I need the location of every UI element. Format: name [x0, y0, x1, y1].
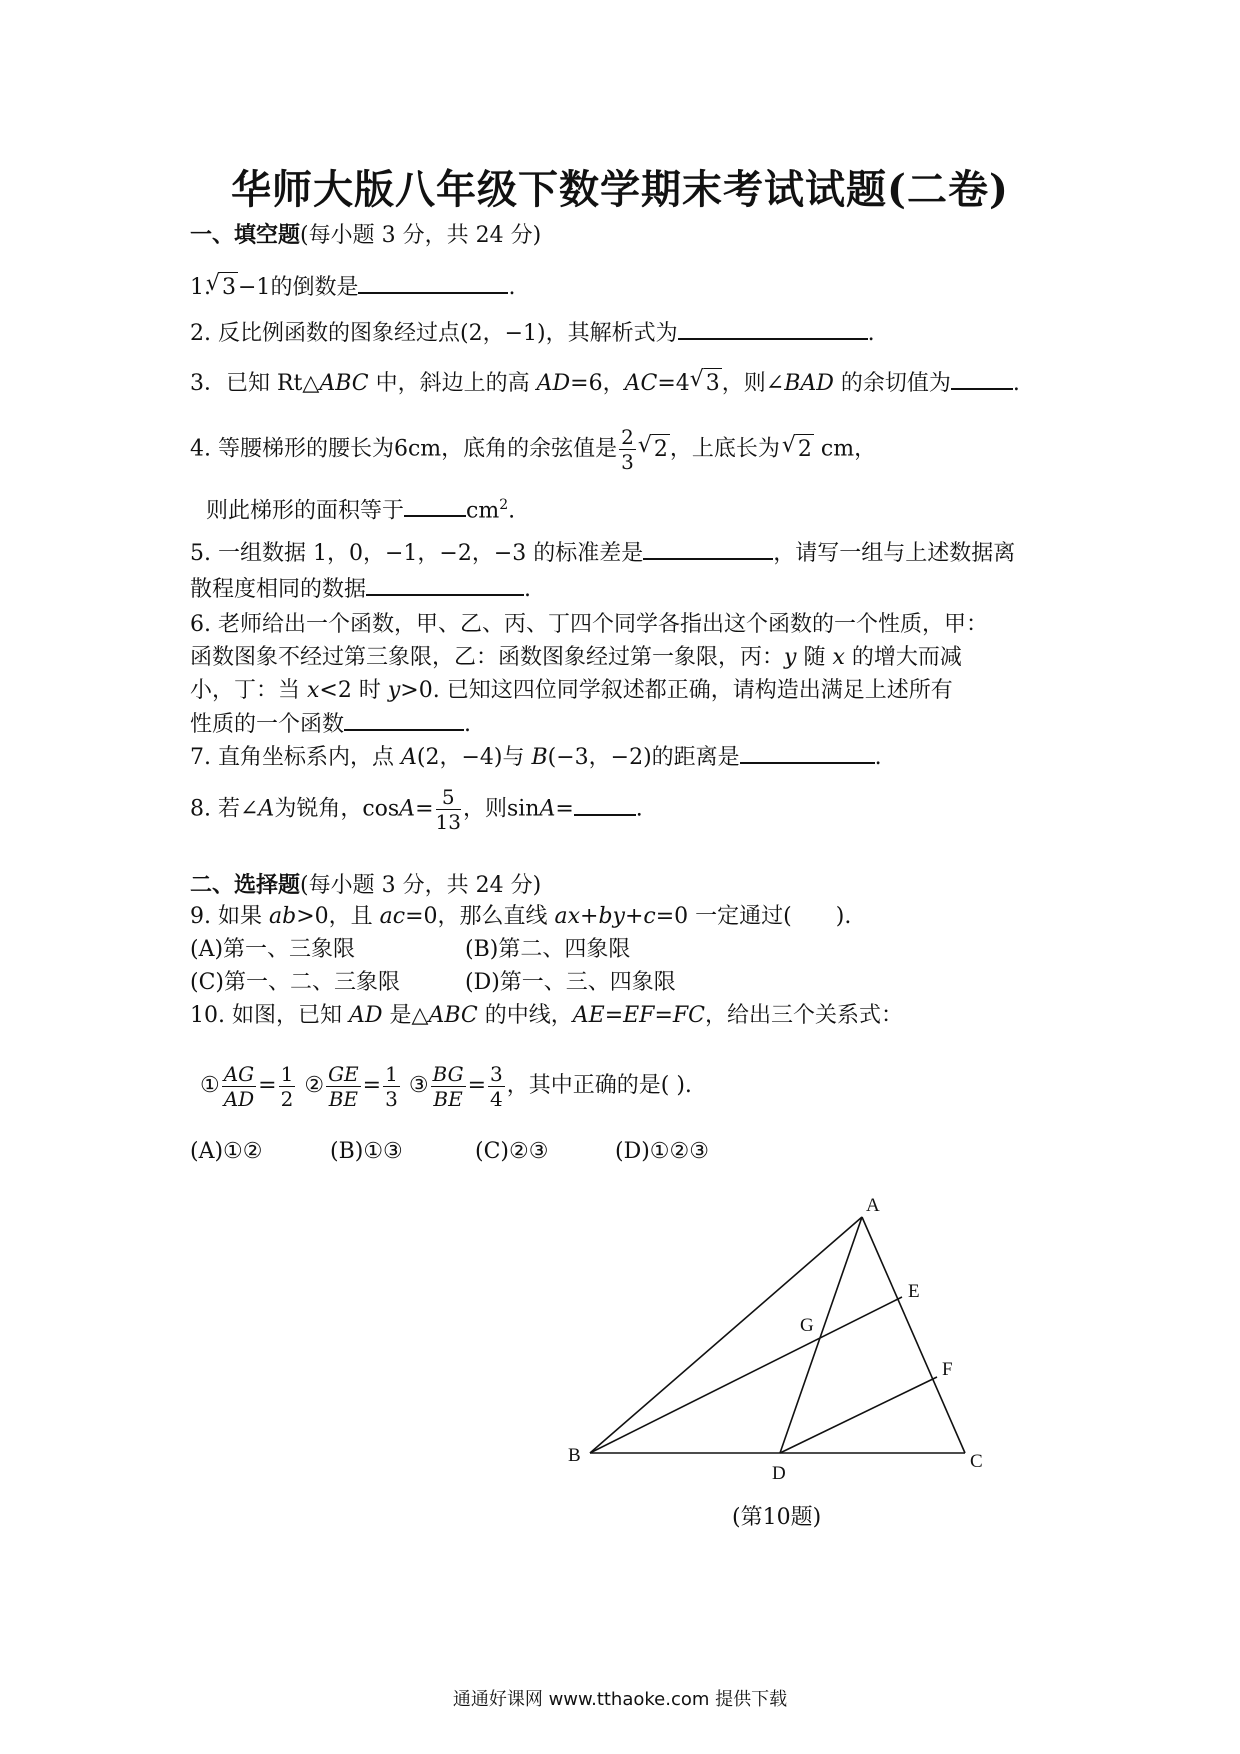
- q10-mid3: ，给出三个关系式：: [705, 1003, 904, 1028]
- q7-pre: 7. 直角坐标系内，点: [190, 745, 401, 770]
- q5-line1: 5. 一组数据 1，0，−1，−2，−3 的标准差是: [190, 541, 644, 566]
- q4-sqrt2: √ 2: [796, 434, 814, 465]
- q10-ad: AD: [348, 1003, 383, 1028]
- question-10: [190, 1001, 903, 1031]
- question-7: [190, 742, 882, 773]
- q10-option-d[interactable]: (D)①②③: [615, 1139, 709, 1164]
- q10-v3-num: 3: [490, 1061, 503, 1086]
- q10-mid2: 的中线，: [477, 1003, 573, 1028]
- q2-answer-blank[interactable]: [678, 318, 868, 340]
- label-c: C: [970, 1451, 983, 1472]
- q6-y1: y: [784, 645, 797, 670]
- q9-options-row-2: [190, 968, 676, 998]
- q6-line2b: 随: [796, 645, 833, 670]
- q10-option-b[interactable]: (B)①③: [330, 1139, 403, 1164]
- question-6-line-4: [190, 709, 471, 740]
- q10-f1-den: AD: [223, 1086, 255, 1111]
- q8-mid1: 为锐角，cos: [274, 796, 400, 822]
- q6-x2: x: [307, 678, 320, 703]
- q6-line2c: 的增大而减: [844, 645, 962, 670]
- q3-abc: ABC: [319, 371, 369, 396]
- q10-f2-num: GE: [328, 1061, 359, 1086]
- q5-answer-blank-1[interactable]: [643, 538, 773, 560]
- q10-f2-den: BE: [328, 1086, 358, 1111]
- q9-plus2: +: [624, 904, 644, 929]
- q3-mid5: 的余切值为: [833, 371, 951, 396]
- q7-answer-blank[interactable]: [740, 742, 875, 764]
- section-1-note: (每小题 3 分，共 24 分): [300, 223, 542, 248]
- q6-line1: 6. 老师给出一个函数，甲、乙、丙、丁四个同学各指出这个函数的一个性质，甲：: [190, 612, 988, 637]
- q3-bad: BAD: [784, 371, 834, 396]
- label-g: G: [800, 1315, 814, 1336]
- q4-mid: ，上底长为: [669, 436, 780, 462]
- q6-line3a: 小，丁：当: [190, 678, 307, 703]
- q10-f1-num: AG: [223, 1061, 255, 1086]
- q10-options: [190, 1137, 709, 1167]
- q5-answer-blank-2[interactable]: [366, 574, 524, 596]
- question-2: [190, 318, 875, 349]
- q3-mid3: =4: [657, 371, 690, 396]
- q8-a3: A: [539, 796, 556, 822]
- q10-option-c[interactable]: (C)②③: [475, 1139, 549, 1164]
- q8-frac-num: 5: [436, 785, 461, 810]
- q8-mid2: ，则sin: [462, 796, 540, 822]
- question-1: [190, 272, 515, 303]
- q4-answer-blank[interactable]: [404, 495, 466, 517]
- q10-eq2: =: [654, 1003, 673, 1028]
- q5-line2-end: .: [524, 577, 532, 602]
- q4-frac-den: 3: [621, 450, 634, 474]
- q1-sqrt: √ 3: [220, 272, 238, 303]
- label-e: E: [908, 1281, 920, 1302]
- q9-mid2: =0，那么直线: [405, 904, 555, 929]
- q10-ef: EF: [623, 1003, 655, 1028]
- q10-val-2: [383, 1062, 400, 1111]
- q10-eq1: =: [604, 1003, 624, 1028]
- q10-f3-den: BE: [433, 1086, 463, 1111]
- q6-line2a: 函数图象不经过第三象限，乙：函数图象经过第一象限，丙：: [190, 645, 785, 670]
- q6-y2: y: [387, 678, 401, 703]
- question-9: [190, 902, 851, 932]
- q10-val-1: [279, 1062, 296, 1111]
- question-5-line-2: [190, 574, 531, 605]
- q4-pre: 4. 等腰梯形的腰长为6cm，底角的余弦值是: [190, 436, 618, 462]
- q7-b: B: [531, 745, 548, 770]
- q10-pre: 10. 如图，已知: [190, 1003, 349, 1028]
- q9-ab: ab: [268, 904, 297, 929]
- q10-v3-den: 4: [490, 1086, 503, 1111]
- q6-line3c: >0. 已知这四位同学叙述都正确，请构造出满足上述所有: [400, 678, 953, 703]
- section-2-header: [190, 870, 541, 901]
- q3-mid4: ，则∠: [721, 371, 785, 396]
- q10-abc: ABC: [428, 1003, 478, 1028]
- q3-mid2: =6，: [570, 371, 625, 396]
- q3-ad: AD: [536, 371, 571, 396]
- label-f: F: [942, 1359, 953, 1380]
- label-d: D: [772, 1463, 786, 1484]
- q5-line2: 散程度相同的数据: [190, 577, 367, 602]
- q1-number: 1.: [190, 275, 211, 300]
- q3-answer-blank[interactable]: [951, 368, 1013, 390]
- q3-end: .: [1012, 371, 1020, 396]
- q6-x1: x: [832, 645, 845, 670]
- q9-mid3: =0 一定通过( ).: [655, 904, 852, 929]
- q10-ae: AE: [572, 1003, 605, 1028]
- q4-unit: cm，: [813, 436, 877, 462]
- q9-pre: 9. 如果: [190, 904, 269, 929]
- q9-ax: ax: [554, 904, 581, 929]
- q4-dot: .: [508, 498, 516, 524]
- section-1-heading: 一、填空题: [190, 222, 301, 248]
- q8-eq2: =: [555, 796, 574, 822]
- q10-circled-1: ①: [200, 1073, 220, 1098]
- label-b: B: [568, 1445, 581, 1466]
- page-footer: 通通好课网 www.tthaoke.com 提供下载: [452, 1689, 788, 1710]
- section-2-heading: 二、选择题: [190, 872, 301, 898]
- q10-mid1: 是△: [382, 1003, 429, 1028]
- label-a: A: [866, 1195, 880, 1216]
- q6-line4: 性质的一个函数: [190, 712, 345, 737]
- q8-eq: =: [415, 796, 434, 822]
- q3-ac: AC: [624, 371, 658, 396]
- q4-unit-cm: cm: [466, 498, 500, 524]
- section-2-note: (每小题 3 分，共 24 分): [300, 873, 542, 898]
- q1-end: .: [508, 275, 516, 300]
- q1-answer-blank[interactable]: [358, 272, 508, 294]
- q8-a2: A: [399, 796, 416, 822]
- q9-option-a[interactable]: (A)第一、三象限: [190, 937, 356, 962]
- question-8: [190, 785, 643, 834]
- q9-plus1: +: [580, 904, 599, 929]
- q6-answer-blank[interactable]: [344, 709, 464, 731]
- q2-end: .: [867, 321, 875, 346]
- q3-pre: 3．已知 Rt△: [190, 371, 320, 396]
- q1-minus: −1: [238, 275, 271, 300]
- q10-circled-2: ②: [304, 1073, 325, 1098]
- page-title: 华师大版八年级下数学期末考试试题(二卷): [231, 166, 1009, 213]
- q10-circled-3: ③: [408, 1073, 429, 1098]
- q10-v1-den: 2: [280, 1086, 294, 1111]
- q5-line1-end: ，请写一组与上述数据离: [773, 541, 1016, 566]
- q7-end: .: [874, 745, 882, 770]
- q4-line2: 则此梯形的面积等于: [206, 498, 405, 524]
- q10-v1-num: 1: [280, 1061, 294, 1086]
- q8-frac-den: 13: [435, 810, 461, 834]
- q4-sup: 2: [499, 497, 509, 513]
- q9-c: c: [643, 904, 656, 929]
- segment-be: [590, 1297, 902, 1453]
- q8-pre: 8. 若∠: [190, 796, 259, 822]
- question-3: [190, 368, 1020, 399]
- question-6-line-3: [190, 676, 953, 706]
- q7-a: A: [400, 745, 417, 770]
- q10-tail: ，其中正确的是( ).: [506, 1073, 692, 1098]
- q10-relations: ① $\frac{AG}{AD}$ = $\frac{1}{2}$ ② $\frac{GE}{BE}$ = $\frac{1}{3}$ ③ $\frac{BG}{BE}$ = $\frac{3}{4}$ ，其中正确的是( ).: [200, 1061, 692, 1111]
- q9-mid1: >0，且: [296, 904, 380, 929]
- q7-mid1: (2，−4)与: [416, 745, 532, 770]
- triangle-figure: [560, 1195, 1000, 1515]
- q8-a: A: [258, 796, 275, 822]
- q9-option-c[interactable]: (C)第一、二、三象限: [190, 970, 400, 995]
- question-6-line-2: [190, 643, 962, 673]
- q8-fraction: [436, 785, 461, 834]
- q6-end: .: [464, 712, 472, 737]
- q9-ac: ac: [379, 904, 406, 929]
- q10-frac-1: [222, 1062, 256, 1111]
- q2-text: 2. 反比例函数的图象经过点(2，−1)，其解析式为: [190, 321, 678, 346]
- section-1-header: [190, 220, 541, 251]
- q10-frac-3: [431, 1062, 466, 1111]
- q7-mid2: (−3，−2)的距离是: [547, 745, 740, 770]
- question-4-line-2: [206, 490, 515, 526]
- edge-ac: [862, 1217, 965, 1453]
- q4-frac-num: 2: [621, 425, 634, 449]
- q9-option-b[interactable]: (B)第二、四象限: [465, 937, 631, 962]
- segment-df: [780, 1377, 937, 1453]
- q10-val-3: [488, 1062, 505, 1111]
- question-5-line-1: [190, 538, 1015, 569]
- q3-mid1: 中，斜边上的高: [368, 371, 537, 396]
- q10-v2-num: 1: [385, 1061, 398, 1086]
- q10-f3-num: BG: [432, 1061, 464, 1086]
- q10-frac-2: [326, 1062, 361, 1111]
- q9-by: by: [598, 904, 625, 929]
- figure-caption: (第10题): [732, 1505, 822, 1530]
- q3-sqrt: √ 3: [704, 368, 722, 399]
- q10-v2-den: 3: [385, 1086, 398, 1111]
- q1-text: 的倒数是: [270, 275, 359, 300]
- q4-fraction: [619, 425, 636, 474]
- q8-answer-blank[interactable]: [574, 794, 636, 816]
- question-4-line-1: [190, 425, 876, 474]
- q10-option-a[interactable]: (A)①②: [190, 1139, 263, 1164]
- q6-line3b: <2 时: [319, 678, 388, 703]
- q10-fc: FC: [672, 1003, 705, 1028]
- q4-sqrt: √ 2: [652, 434, 670, 465]
- q8-end: .: [635, 796, 643, 822]
- question-6-line-1: [190, 610, 988, 640]
- q9-options-row-1: [190, 935, 630, 965]
- q9-option-d[interactable]: (D)第一、三、四象限: [465, 970, 676, 995]
